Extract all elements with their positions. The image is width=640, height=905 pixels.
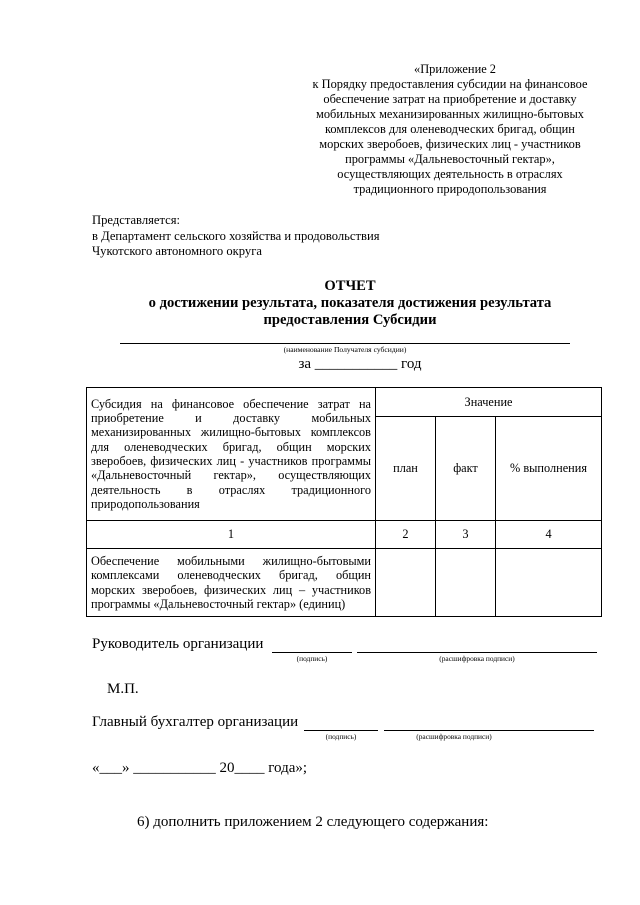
recipient-name-line — [120, 343, 570, 344]
indicator-cell: Обеспечение мобильными жилищно-бытовыми комплексами оленеводческих бригад, общин морских зверобоев, физических лиц – участников программы «Дальневосточный гектар» (единиц) — [87, 549, 376, 617]
report-table — [86, 387, 602, 617]
fact-value-cell — [436, 549, 496, 617]
submission-line: Представляется: — [92, 213, 181, 227]
stamp-place: М.П. — [107, 681, 139, 697]
annex-line: «Приложение 2 — [414, 62, 496, 76]
column-percent: % выполнения — [496, 417, 602, 521]
head-signature-caption: (подпись) — [296, 654, 328, 663]
percent-value-cell — [496, 549, 602, 617]
column-number-3: 3 — [436, 521, 496, 549]
annex-line: мобильных механизированных жилищно-бытовых — [316, 107, 584, 121]
supplement-text: 6) дополнить приложением 2 следующего содержания: — [137, 814, 489, 830]
column-number-4: 4 — [496, 521, 602, 549]
submission-block — [92, 213, 380, 260]
annex-line: обеспечение затрат на приобретение и доставку — [323, 92, 577, 106]
report-title-main: ОТЧЕТ — [324, 278, 376, 294]
submission-line: Чукотского автономного округа — [92, 244, 262, 258]
head-decode-caption: (расшифровка подписи) — [439, 654, 515, 663]
head-decode-line — [357, 652, 597, 653]
accountant-signature-line — [304, 730, 378, 731]
accountant-decode-caption: (расшифровка подписи) — [416, 732, 492, 741]
head-signature-label: Руководитель организации — [92, 636, 264, 652]
head-signature-line — [272, 652, 352, 653]
plan-value-cell — [376, 549, 436, 617]
report-title-line: о достижении результата, показателя достижения результата — [148, 295, 552, 311]
date-line: «___» ___________ 20____ года»; — [92, 760, 308, 776]
column-number-1: 1 — [87, 521, 376, 549]
subsidy-description-cell: Субсидия на финансовое обеспечение затрат на приобретение и доставку мобильных механизированных жилищно-бытовых комплексов для оленеводческих бригад, общин морских зверобоев, физических лиц - участников программы «Дальневосточный гектар», осуществляющих деятельность в отраслях традиционного природопользования — [87, 388, 376, 521]
report-title — [80, 278, 620, 329]
accountant-signature-label: Главный бухгалтер организации — [92, 714, 299, 730]
annex-line: программы «Дальневосточный гектар», — [345, 152, 555, 166]
annex-line: комплексов для оленеводческих бригад, общин — [325, 122, 575, 136]
annex-line: морских зверобоев, физических лиц - участников — [319, 137, 581, 151]
column-number-2: 2 — [376, 521, 436, 549]
annex-line: к Порядку предоставления субсидии на финансовое — [312, 77, 588, 91]
accountant-signature-caption: (подпись) — [325, 732, 357, 741]
report-year: за ___________ год — [298, 356, 422, 372]
column-plan: план — [376, 417, 436, 521]
recipient-caption: (наименование Получателя субсидии) — [283, 345, 407, 354]
accountant-decode-line — [384, 730, 594, 731]
annex-line: традиционного природопользования — [353, 182, 547, 196]
annex-line: осуществляющих деятельность в отраслях — [337, 167, 563, 181]
report-title-line: предоставления Субсидии — [263, 312, 437, 328]
submission-line: в Департамент сельского хозяйства и продовольствия — [92, 228, 380, 243]
annex-header — [300, 62, 600, 197]
value-header: Значение — [376, 388, 602, 417]
column-fact: факт — [436, 417, 496, 521]
